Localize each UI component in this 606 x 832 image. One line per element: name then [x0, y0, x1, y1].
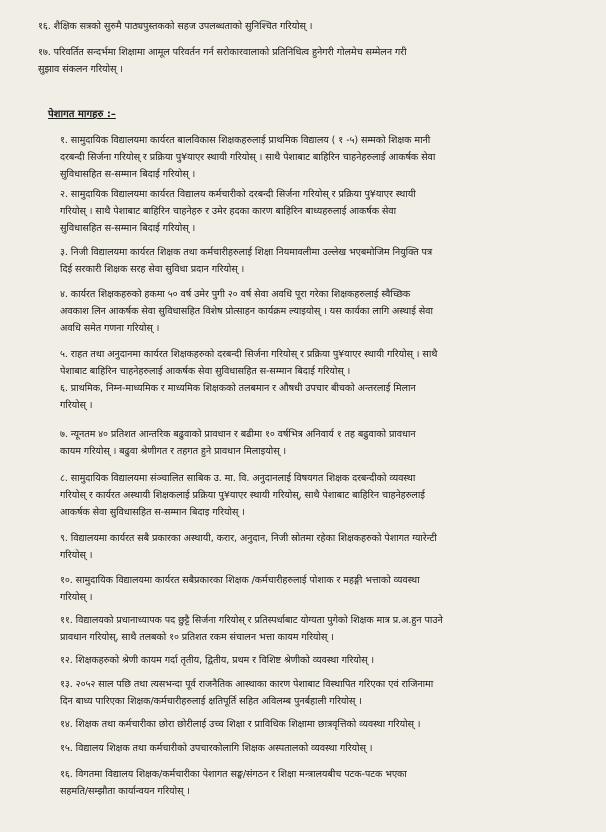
- item-line: ७. न्यूनतम ४० प्रतिशत आन्तरिक बढुवाको प्रावधान र बढीमा १० वर्षभित्र अनिवार्य १ तह बढुवाको प्रावधान: [60, 429, 416, 440]
- demand-item-2: [60, 186, 560, 237]
- item-line: अवधि समेत गणना गरियोस् ।: [60, 323, 160, 334]
- demand-item-1: [60, 132, 560, 183]
- item-line: प्रावधान गरियोस्, साथै तलबको १० प्रतिशत रकम संचालन भत्ता कायम गरियोस् ।: [60, 632, 334, 643]
- item-line: ९. विद्यालयमा कार्यरत सबै प्रकारका अस्थायी, करार, अनुदान, निजी स्रोतमा रहेका शिक्षकहरुको पेशागत ग्यारेन्टी: [60, 533, 437, 544]
- demand-item-13: [60, 676, 560, 710]
- demand-item-14: [60, 716, 560, 733]
- demand-item-7: [60, 426, 560, 460]
- item-line: १२. शिक्षकहरुको श्रेणी कायम गर्दा तृतीय, द्वितीय, प्रथम र विशिष्ट श्रेणीको व्यवस्था गरियोस् ।: [60, 655, 375, 666]
- item-line: १४. शिक्षक तथा कर्मचारीका छोरा छोरीलाई उच्च शिक्षा र प्राविधिक शिक्षामा छात्रवृत्तिको व्यवस्था गरियोस् ।: [60, 719, 421, 730]
- item-line: दिन बाध्य पारिएका शिक्षक/कर्मचारीहरुलाई क्षतिपूर्ति सहित अविलम्ब पुनर्बहाली गरियोस् ।: [60, 696, 362, 707]
- top-item-17: [38, 44, 578, 78]
- item-line: दिई सरकारी शिक्षक सरह सेवा सुविधा प्रदान गरियोस् ।: [60, 264, 245, 275]
- item-line: आकर्षक सेवा सुविधासहित स-सम्मान बिदाइ गरियोस् ।: [60, 507, 245, 518]
- demand-item-4: [60, 286, 560, 337]
- item-line: १७. परिवर्तित सन्दर्भमा शिक्षामा आमूल परिवर्तन गर्न सरोकारवालाको प्रतिनिधित्व हुनेगरी गोलमेच सम्मेलन गरी: [38, 47, 407, 58]
- item-line: १. सामुदायिक विद्यालयमा कार्यरत बालविकास शिक्षकहरुलाई प्राथमिक विद्यालय ( १ -५) सम्मको शिक्षक मानी: [60, 135, 431, 146]
- top-item-16: [38, 18, 578, 35]
- item-line: दरबन्दी सिर्जना गरियोस् र प्रक्रिया पु¥याएर स्थायी गरियोस् । साथै पेशाबाट बाहिरिन चाहनेहरुलाई आकर्षक सेवा: [60, 152, 436, 163]
- item-line: ५. राहत तथा अनुदानमा कार्यरत शिक्षकहरुको दरबन्दी सिर्जना गरियोस् र प्रक्रिया पु¥याएर स्थायी गरियोस् । साथै: [60, 349, 438, 360]
- item-line: कायम गरियोस् । बढुवा श्रेणीगत र तहगत हुने प्रावधान मिलाइयोस् ।: [60, 446, 287, 457]
- demand-item-6: [60, 380, 560, 414]
- item-line: १०. सामुदायिक विद्यालयमा कार्यरत सबैप्रकारका शिक्षक /कर्मचारीहरुलाई पोशाक र महङ्गी भत्ताको व्यवस्था: [60, 575, 420, 586]
- item-line: ६. प्राथमिक, निम्न-माध्यमिक र माध्यमिक शिक्षकको तलबमान र औषधी उपचार बीचको अन्तरलाई मिलान: [60, 383, 416, 394]
- item-line: १३. २०५२ साल पछि तथा त्यसभन्दा पूर्व राजनैतिक आस्थाका कारण पेशाबाट विस्थापित गरिएका एवं राजिनामा: [60, 679, 434, 690]
- item-line: गरियोस् र कार्यरत अस्थायी शिक्षकलाई प्रक्रिया पु¥याएर स्थायी गरियोस्, साथै पेशाबाट बाहिरिन चाहनेहरुलाई: [60, 490, 425, 501]
- item-line: १५. विद्यालय शिक्षक तथा कर्मचारीको उपचारकोलागि शिक्षक अस्पतालको व्यवस्था गरियोस् ।: [60, 743, 373, 754]
- item-line: अवकाश लिन आकर्षक सेवा सुविधासहित विशेष प्रोत्साहन कार्यक्रम ल्याइयोस् । यस कार्यका लागि अस्थाई सेवा: [60, 306, 433, 317]
- item-line: गरियोस् ।: [60, 550, 93, 561]
- item-line: गरियोस् ।: [60, 400, 93, 411]
- item-line: गरियोस् ।: [60, 592, 93, 603]
- section-heading: पेशागत मागहरु :–: [48, 109, 116, 120]
- demand-item-9: [60, 530, 560, 564]
- demand-item-16: [60, 766, 560, 800]
- item-line: सुविधासहित स-सम्मान बिदाई गरियोस् ।: [60, 223, 196, 234]
- demand-item-11: [60, 612, 560, 646]
- item-line: पेशाबाट बाहिरिन चाहनेहरुलाई आकर्षक सेवा सुविधासहित स-सम्मान बिदाई गरियोस् ।: [60, 366, 351, 377]
- item-line: सुविधासहित स-सम्मान बिदाई गरियोस् ।: [60, 169, 196, 180]
- item-line: सुझाव संकलन गरियोस् ।: [38, 64, 123, 75]
- item-line: १६. विगतमा विद्यालय शिक्षक/कर्मचारीका पेशागत सङ्घ/संगठन र शिक्षा मन्त्रालयबीच पटक-पटक भएका: [60, 769, 407, 780]
- item-line: गरियोस् । साथै पेशाबाट बाहिरिन चाहनेहरु र उमेर हदका कारण बाहिरिन बाध्यहरुलाई आकर्षक सेवा: [60, 206, 397, 217]
- item-line: ११. विद्यालयको प्रधानाध्यापक पद छुट्टै सिर्जना गरियोस् र प्रतिस्पर्धाबाट योग्यता पुगेको शिक्षक मात्र प्र.अ.हुन पाउने: [60, 615, 443, 626]
- item-line: ४. कार्यरत शिक्षकहरुको हकमा ५० वर्ष उमेर पुगी २० वर्ष सेवा अवधि पूरा गरेका शिक्षकहरुलाई स्वैच्छिक: [60, 289, 411, 300]
- demand-item-10: [60, 572, 560, 606]
- item-line: १६. शैक्षिक सत्रको सुरुमै पाठ्यपुस्तकको सहज उपलब्धताको सुनिश्चित गरियोस् ।: [38, 21, 313, 32]
- demand-item-12: [60, 652, 560, 669]
- item-line: ३. निजी विद्यालयमा कार्यरत शिक्षक तथा कर्मचारीहरुलाई शिक्षा नियमावलीमा उल्लेख भएबमोजिम नियुक्ति पत्र: [60, 247, 433, 258]
- item-line: ८. सामुदायिक विद्यालयमा संञ्चालित साबिक उ. मा. वि. अनुदानलाई विषयगत शिक्षक दरबन्दीको व्यवस्था: [60, 473, 416, 484]
- item-line: २. सामुदायिक विद्यालयमा कार्यरत विद्यालय कर्मचारीको दरबन्दी सिर्जना गरियोस् र प्रक्रिया पु¥याएर स्थायी: [60, 189, 416, 200]
- demand-item-8: [60, 470, 560, 521]
- item-line: सहमति/सम्झौता कार्यान्वयन गरियोस् ।: [60, 786, 190, 797]
- demand-item-5: [60, 346, 560, 380]
- demand-item-15: [60, 740, 560, 757]
- demand-item-3: [60, 244, 560, 278]
